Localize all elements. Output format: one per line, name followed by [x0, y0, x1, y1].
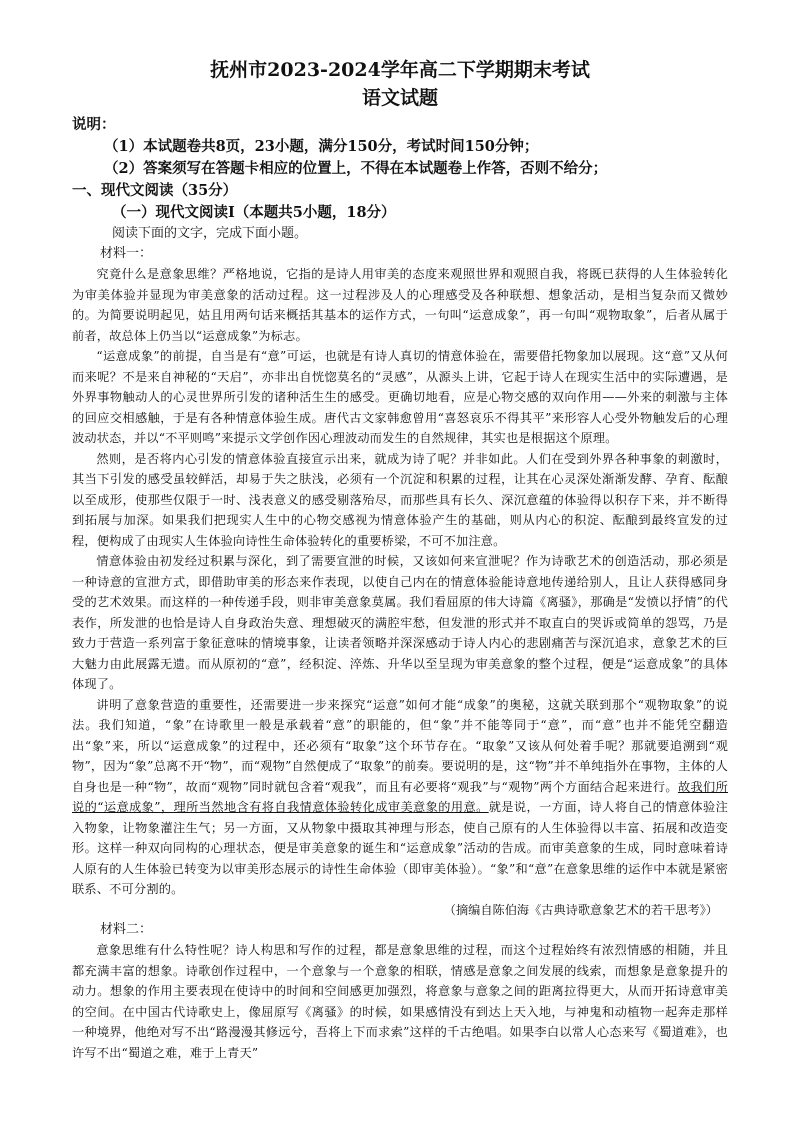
reading-instruction: 阅读下面的文字，完成下面小题。: [112, 226, 308, 241]
paragraph: “运意成象”的前提，自当是有“意”可运，也就是有诗人真切的情意体验在，需要借托物象加以展现。这“意”又从何而来呢？不是来自神秘的“天启”，亦非出自恍惚莫名的“灵感”，从源头上讲，它起于诗人在现实生活中的实际遭遇，是外界事物触动人的心灵世界所引发的诸种活生生的感受。更确切地看，应是心物交感的双向作用——外来的刺激与主体的回应交相感触，于是有各种情意体验生成。唐代古文家韩愈曾用“喜怒哀乐不得其平”来形容人心受外物触发后的心理波动状态，并以“不平则鸣”来提示文学创作因心理波动而发生的自然规律，其实也是根据这个原理。: [72, 349, 728, 445]
section-heading: 一、现代文阅读（35分）: [72, 182, 238, 199]
paragraph: 究竟什么是意象思维？严格地说，它指的是诗人用审美的态度来观照世界和观照自我，将既已获得的人生体验转化为审美体验并显现为审美意象的活动过程。这一过程涉及人的心理感受及各种联想、想象活动，是相当复杂而又微妙的。为简要说明起见，姑且用两句话来概括其基本的运作方式，一句叫“运意成象”，再一句叫“观物取象”，后者从属于前者，故总体上仍当以“运意成象”为标志。: [72, 267, 728, 343]
paragraph-with-underline: [72, 695, 728, 900]
paragraph-text: 就是说，一方面，诗人将自己的情意体验注入物象，让物象灌注生气；另一方面，又从物象中摄取其神理与形态，使自己原有的人生体验得以丰富、拓展和改造变形。这样一种双向同构的心理状态，便是审美意象的诞生和“运意成象”活动的告成。而审美意象的生成，同时意味着诗人原有的人生体验已转变为以审美形态展示的诗性生命体验（即审美体验）。“象”和“意”在意象思维的运作中本就是紧密联系、不可分割的。: [72, 800, 728, 896]
material-label: 材料一：: [100, 246, 153, 261]
exam-title: 抚州市2023-2024学年高二下学期期末考试: [210, 59, 590, 81]
underlined-sentence: 故我们所说的“运意成象”，理所当然地含有将自我情意体验转化成审美意象的用意。: [72, 779, 728, 814]
paragraph: 意象思维有什么特性呢？诗人构思和写作的过程，都是意象思维的过程，而这个过程始终有浓烈情感的相随，并且都充满丰富的想象。诗歌创作过程中，一个意象与一个意象的相联，情感是意象之间发展的线索，而想象是意象提升的动力。想象的作用主要表现在使诗中的时间和空间感更加强烈，将意象与意象之间的距离拉得更大，从而开拓诗意审美的空间。在中国古代诗歌史上，像屈原写《离骚》的时候，如果感情没有到达上天入地，与神鬼和动植物一起奔走那样一种境界，他绝对写不出“路漫漫其修远兮，吾将上下而求索”这样的千古绝唱。如果李白以常人心态来写《蜀道难》，也许写不出“蜀道之难，难于上青天”: [72, 943, 728, 1060]
paragraph-text: 讲明了意象营造的重要性，还需要进一步来探究“运意”如何才能“成象”的奥秘，这就关联到那个“观物取象”的说法。我们知道，“象”在诗歌里一般是承载着“意”的职能的，但“象”并不能等同于“意”，而“意”也并不能凭空翻造出“象”来，所以“运意成象”的过程中，还必须有“取象”这个环节存在。“取象”又该从何处着手呢？那就要追溯到“观物”，因为“象”总离不开“物”，而“观物”自然便成了“取象”的前奏。要说明的是，这“物”并不单纯指外在事物，主体的人自身也是一种“物”，故而“观物”同时就包含着“观我”，而且有必要将“观我”与“观物”两个方面结合起来进行。: [72, 697, 728, 794]
material-label: 材料二：: [100, 922, 153, 937]
notes-label: 说明：: [72, 116, 116, 133]
exam-subtitle: 语文试题: [361, 87, 438, 109]
paragraph: 情意体验由初发经过积累与深化，到了需要宣泄的时候，又该如何来宣泄呢？作为诗歌艺术的创造活动，那必须是一种诗意的宣泄方式，即借助审美的形态来作表现，以使自己内在的情意体验能诗意地传递给别人，且让人获得感同身受的艺术效果。而这样的一种传递手段，则非审美意象莫属。我们看屈原的伟大诗篇《离骚》，那确是“发愤以抒情”的代表作，所发泄的也恰是诗人自身政治失意、理想破灭的满腔牢愁，但发泄的形式并不取直白的哭诉或简单的怨骂，乃是致力于营造一系列富于象征意味的情境事象，让读者领略并深深感动于诗人内心的悲剧痛苦与深沉追求，意象艺术的巨大魅力由此展露无遗。而从原初的“意”，经积淀、淬炼、升华以至呈现为审美意象的整个过程，便是“运意成象”的具体体现了。: [72, 554, 728, 691]
note-item: （2）答案须写在答题卡相应的位置上，不得在本试题卷上作答，否则不给分；: [104, 160, 608, 177]
subsection-heading: （一）现代文阅读Ⅰ（本题共5小题，18分）: [112, 204, 396, 221]
paragraph: 然则，是否将内心引发的情意体验直接宣示出来，就成为诗了呢？并非如此。人们在受到外界各种事象的刺激时，其当下引发的感受虽较鲜活，却易于失之肤浅，必须有一个沉淀和积累的过程，让其在心灵深处渐渐发酵、孕育、酝酿以至成形，使那些仅限于一时、浅表意义的感受剔落殆尽，而那些具有长久、深沉意蕴的体验得以积存下来，并不断得到拓展与加深。如果我们把现实人生中的心物交感视为情意体验产生的基础，则从内心的积淀、酝酿到最终宣发的过程，便构成了由现实人生体验向诗性生命体验转化的重要桥梁，不可不加注意。: [72, 451, 728, 548]
source-citation: （摘编自陈伯海《古典诗歌意象艺术的若干思考》）: [443, 902, 718, 917]
note-item: （1）本试题卷共8页，23小题，满分150分，考试时间150分钟；: [104, 138, 539, 155]
